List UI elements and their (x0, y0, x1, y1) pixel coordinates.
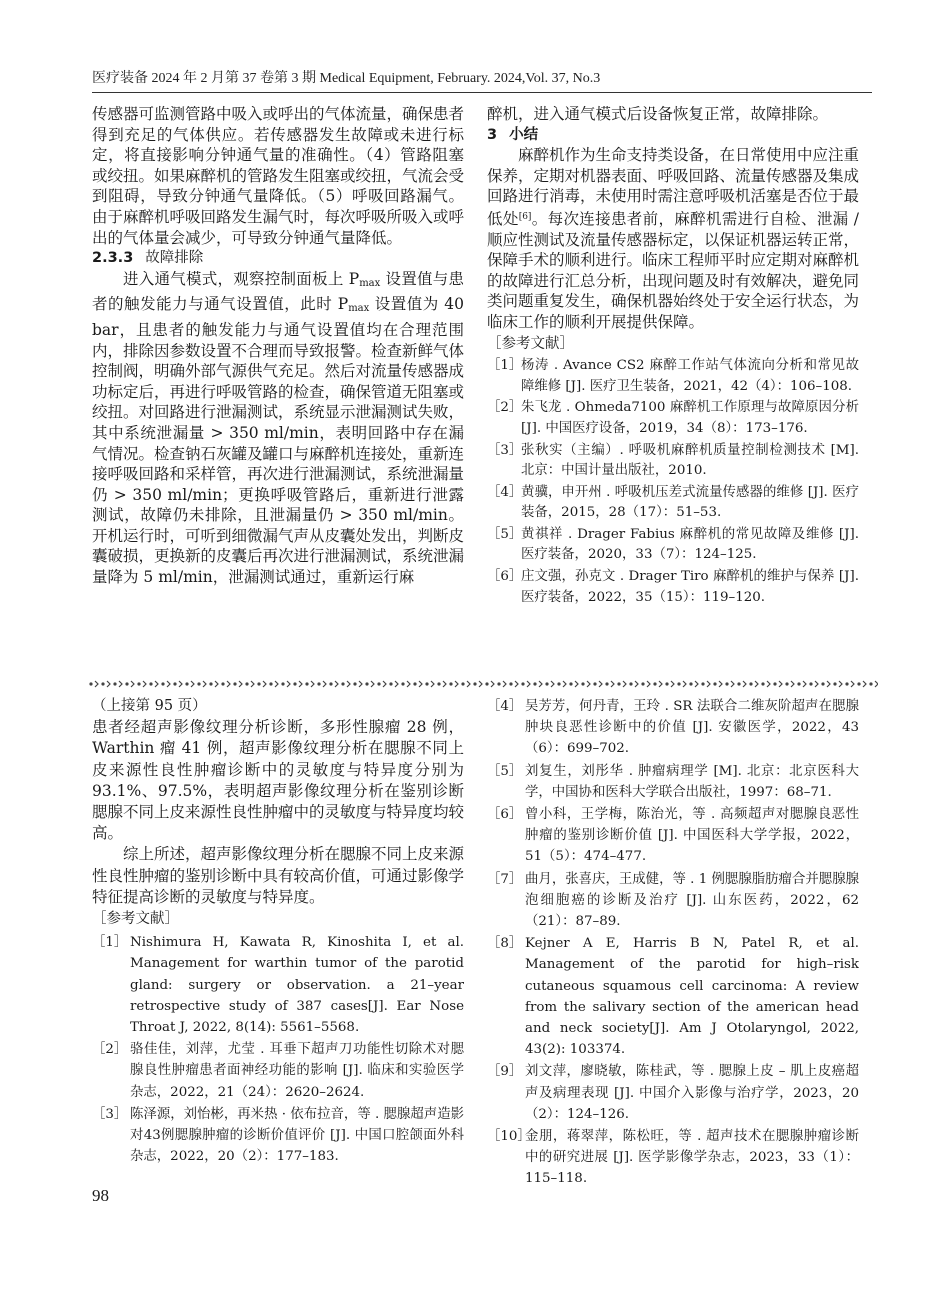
reference-number: ［7］ (487, 871, 523, 887)
text-segment: 。每次连接患者前，麻醉机需进行自检、泄漏 / 顺应性测试及流量传感器标定，以保证机器运转正常，保障手术的顺利进行。临床工程师平时应定期对麻醉机的故障进行汇总分析，出现问题及时有效解决，避免同类问题重复发生，确保机器始终处于安全运行状态，为临床工作的顺利开展提供保障。 (487, 209, 859, 331)
section-title: 小结 (509, 126, 539, 143)
reference-item (92, 1039, 464, 1103)
reference-item (487, 869, 859, 933)
reference-number: ［4］ (487, 699, 523, 714)
reference-item (487, 804, 859, 868)
reference-text: 刘文萍，廖晓敏，陈桂武，等 . 腮腺上皮 – 肌上皮癌超声及病理表现 [J]. 中国介入影像与治疗学，2023，20（2）：124–126. (525, 1064, 859, 1122)
reference-item (487, 398, 859, 439)
reference-item (487, 441, 859, 482)
text-segment: 设置值为 40 bar，且患者的触发能力与通气设置值均在合理范围内，排除因参数设置不合理而导致报警。检查新鲜气体控制阀，明确外部气源供气充足。然后对流量传感器成功标定后，再进行呼吸管路的检查，确保管道无阻塞或绞扭。对回路进行泄漏测试，系统显示泄漏测试失败，其中系统泄漏量 > 350 ml/min，表明回路中存在漏气情况。检查钠石灰罐及罐口与麻醉机连接处，重新连接呼吸回路和采样管，再次进行泄漏测试，系统泄漏量仍 > 350 ml/min；更换呼吸管路后，重新进行泄露测试，故障仍未排除，且泄漏量仍 > 350 ml/min。开机运行时，可听到细微漏气声从皮囊处发出，判断皮囊破损，更换新的皮囊后再次进行泄漏测试，系统泄漏量降为 5 ml/min，泄漏测试通过，重新运行麻 (92, 295, 464, 587)
reference-text: 张秋实（主编）. 呼吸机麻醉机质量控制检测技术 [M]. 北京：中国计量出版社，2010. (521, 442, 859, 479)
reference-text: 杨涛 . Avance CS2 麻醉工作站气体流向分析和常见故障维修 [J]. 医疗卫生装备，2021，42（4）：106–108. (521, 358, 859, 394)
bottom-right-column (487, 696, 859, 1186)
references-heading: ［参考文献］ (92, 911, 179, 928)
reference-item (92, 1104, 464, 1168)
reference-number: ［4］ (487, 484, 523, 500)
page-number: 98 (92, 1186, 109, 1205)
section-number: 2.3.3 (92, 250, 134, 267)
reference-number: ［1］ (92, 935, 128, 951)
reference-item (487, 933, 859, 1060)
reference-item (487, 356, 859, 397)
reference-list (487, 696, 859, 1186)
reference-text: 金朋，蒋翠萍，陈松旺，等 . 超声技术在腮腺肿瘤诊断中的研究进展 [J]. 医学影像学杂志，2023，33（1）：115–118. (525, 1129, 859, 1186)
continued-from-note: （上接第 95 页） (92, 698, 207, 714)
text-segment: 设置值与患者的触发能力与通气设置值，此时 P (92, 269, 464, 314)
references-heading: ［参考文献］ (487, 335, 574, 352)
reference-text: 陈泽源，刘怡彬，再米热 · 依布拉音，等 . 腮腺超声造影对43例腮腺肿瘤的诊断价值评价 [J]. 中国口腔颌面外科杂志，2022，20（2）：177–183. (130, 1106, 464, 1165)
subscript-max: max (348, 303, 370, 315)
top-left-column (92, 104, 464, 676)
reference-text: 朱飞龙 . Ohmeda7100 麻醉机工作原理与故障原因分析 [J]. 中国医疗设备，2019，34（8）：173–176. (521, 400, 859, 436)
decorative-divider (88, 679, 878, 689)
reference-number: ［2］ (487, 400, 523, 416)
reference-item (487, 567, 859, 608)
reference-number: ［5］ (487, 526, 523, 542)
reference-list (92, 932, 464, 1167)
reference-text: 黄祺祥 . Drager Fabius 麻醉机的常见故障及维修 [J]. 医疗装备，2020，33（7）：124–125. (521, 526, 859, 563)
reference-text: 骆佳佳，刘萍，尤莹 . 耳垂下超声刀功能性切除术对腮腺良性肿瘤患者面神经功能的影响 [J]. 临床和实验医学杂志，2022，21（24）：2620–2624. (130, 1042, 464, 1100)
reference-number: ［5］ (487, 763, 523, 779)
section-heading-summary (487, 125, 859, 146)
paragraph-troubleshooting (92, 269, 464, 588)
reference-number: ［10］ (487, 1129, 531, 1145)
reference-item (92, 932, 464, 1038)
reference-number: ［2］ (92, 1042, 128, 1058)
citation-superscript: [6] (518, 211, 532, 222)
paragraph-continuation: 醉机，进入通气模式后设备恢复正常，故障排除。 (487, 105, 829, 123)
text-segment: 麻醉机作为生命支持类设备，在日常使用中应注重保养，定期对机器表面、呼吸回路、流量传感器及集成回路进行消毒，未使用时需注意呼吸机活塞是否位于最低处 (487, 146, 859, 228)
top-right-column (487, 104, 859, 676)
reference-text: 曲月，张喜庆，王成健，等 . 1 例腮腺脂肪瘤合并腮腺腺泡细胞癌的诊断及治疗 [J]. 山东医药，2022，62（21）：87–89. (525, 871, 859, 930)
reference-list (487, 356, 859, 608)
section-heading-troubleshooting (92, 248, 464, 269)
reference-number: ［6］ (487, 807, 523, 823)
reference-item (487, 483, 859, 524)
reference-item (487, 525, 859, 566)
bottom-left-column (92, 696, 464, 1186)
paragraph-summary (487, 145, 859, 332)
reference-text: Nishimura H, Kawata R, Kinoshita I, et al. Management for warthin tumor of the parotid gland: surgery or observation. a 21–year retrospective study of 387 cases[J]. Ear Nose Throat J, 2022, 8(14): 5561–5568. (130, 935, 464, 1036)
reference-number: ［9］ (487, 1064, 523, 1080)
subscript-max: max (359, 277, 381, 289)
paragraph-results: 患者经超声影像纹理分析诊断，多形性腺瘤 28 例，Warthin 瘤 41 例，超声影像纹理分析在腮腺不同上皮来源性良性肿瘤诊断中的灵敏度与特异度分别为 93.1%、97.5%，表明超声影像纹理分析在鉴别诊断腮腺不同上皮来源性良性肿瘤中的灵敏度与特异度均较高。 (92, 718, 464, 843)
reference-item (487, 1061, 859, 1125)
reference-number: ［1］ (487, 358, 523, 374)
section-title: 故障排除 (145, 250, 204, 267)
reference-number: ［6］ (487, 569, 523, 585)
text-segment: 进入通气模式，观察控制面板上 P (123, 269, 360, 288)
section-number: 3 (487, 126, 498, 143)
reference-text: 曾小科，王学梅，陈治光，等 . 高频超声对腮腺良恶性肿瘤的鉴别诊断价值 [J]. 中国医科大学学报，2022，51（5）：474–477. (525, 807, 859, 865)
paragraph-sensor-failure: 传感器可监测管路中吸入或呼出的气体流量，确保患者得到充足的气体供应。若传感器发生故障或未进行标定，将直接影响分钟通气量的准确性。（4）管路阻塞或绞扭。如果麻醉机的管路发生阻塞或绞扭，气流会受到阻碍，导致分钟通气量降低。（5）呼吸回路漏气。由于麻醉机呼吸回路发生漏气时，每次呼吸所吸入或呼出的气体量会减少，可导致分钟通气量降低。 (92, 105, 464, 247)
reference-text: 刘复生，刘彤华 . 肿瘤病理学 [M]. 北京：北京医科大学，中国协和医科大学联合出版社，1997：68–71. (525, 763, 859, 800)
reference-text: Kejner A E, Harris B N, Patel R, et al. Management of the parotid for high–risk cutaneous squamous cell carcinoma: A review from the salivary section of the american head and neck society[J]. Am J Otolaryngol, 2022, 43(2): 103374. (525, 936, 859, 1058)
reference-item (487, 696, 859, 760)
running-header: 医疗装备 2024 年 2 月第 37 卷第 3 期 Medical Equipment, February. 2024,Vol. 37, No.3 (92, 71, 601, 86)
reference-text: 吴芳芳，何丹青，王玲 . SR 法联合二维灰阶超声在腮腺肿块良恶性诊断中的价值 [J]. 安徽医学，2022，43（6）：699–702. (525, 699, 859, 757)
reference-number: ［8］ (487, 936, 523, 952)
reference-item (487, 1126, 859, 1186)
reference-number: ［3］ (92, 1106, 128, 1122)
reference-text: 庄文强，孙克文 . Drager Tiro 麻醉机的维护与保养 [J]. 医疗装备，2022，35（15）：119–120. (521, 569, 859, 605)
reference-text: 黄骥，申开州 . 呼吸机压差式流量传感器的维修 [J]. 医疗装备，2015，28（17）：51–53. (521, 484, 859, 521)
reference-number: ［3］ (487, 442, 523, 458)
header-rule (92, 92, 872, 93)
reference-item (487, 761, 859, 803)
paragraph-conclusion: 综上所述，超声影像纹理分析在腮腺不同上皮来源性良性肿瘤的鉴别诊断中具有较高价值，可通过影像学特征提高诊断的灵敏度与特异度。 (92, 845, 464, 906)
